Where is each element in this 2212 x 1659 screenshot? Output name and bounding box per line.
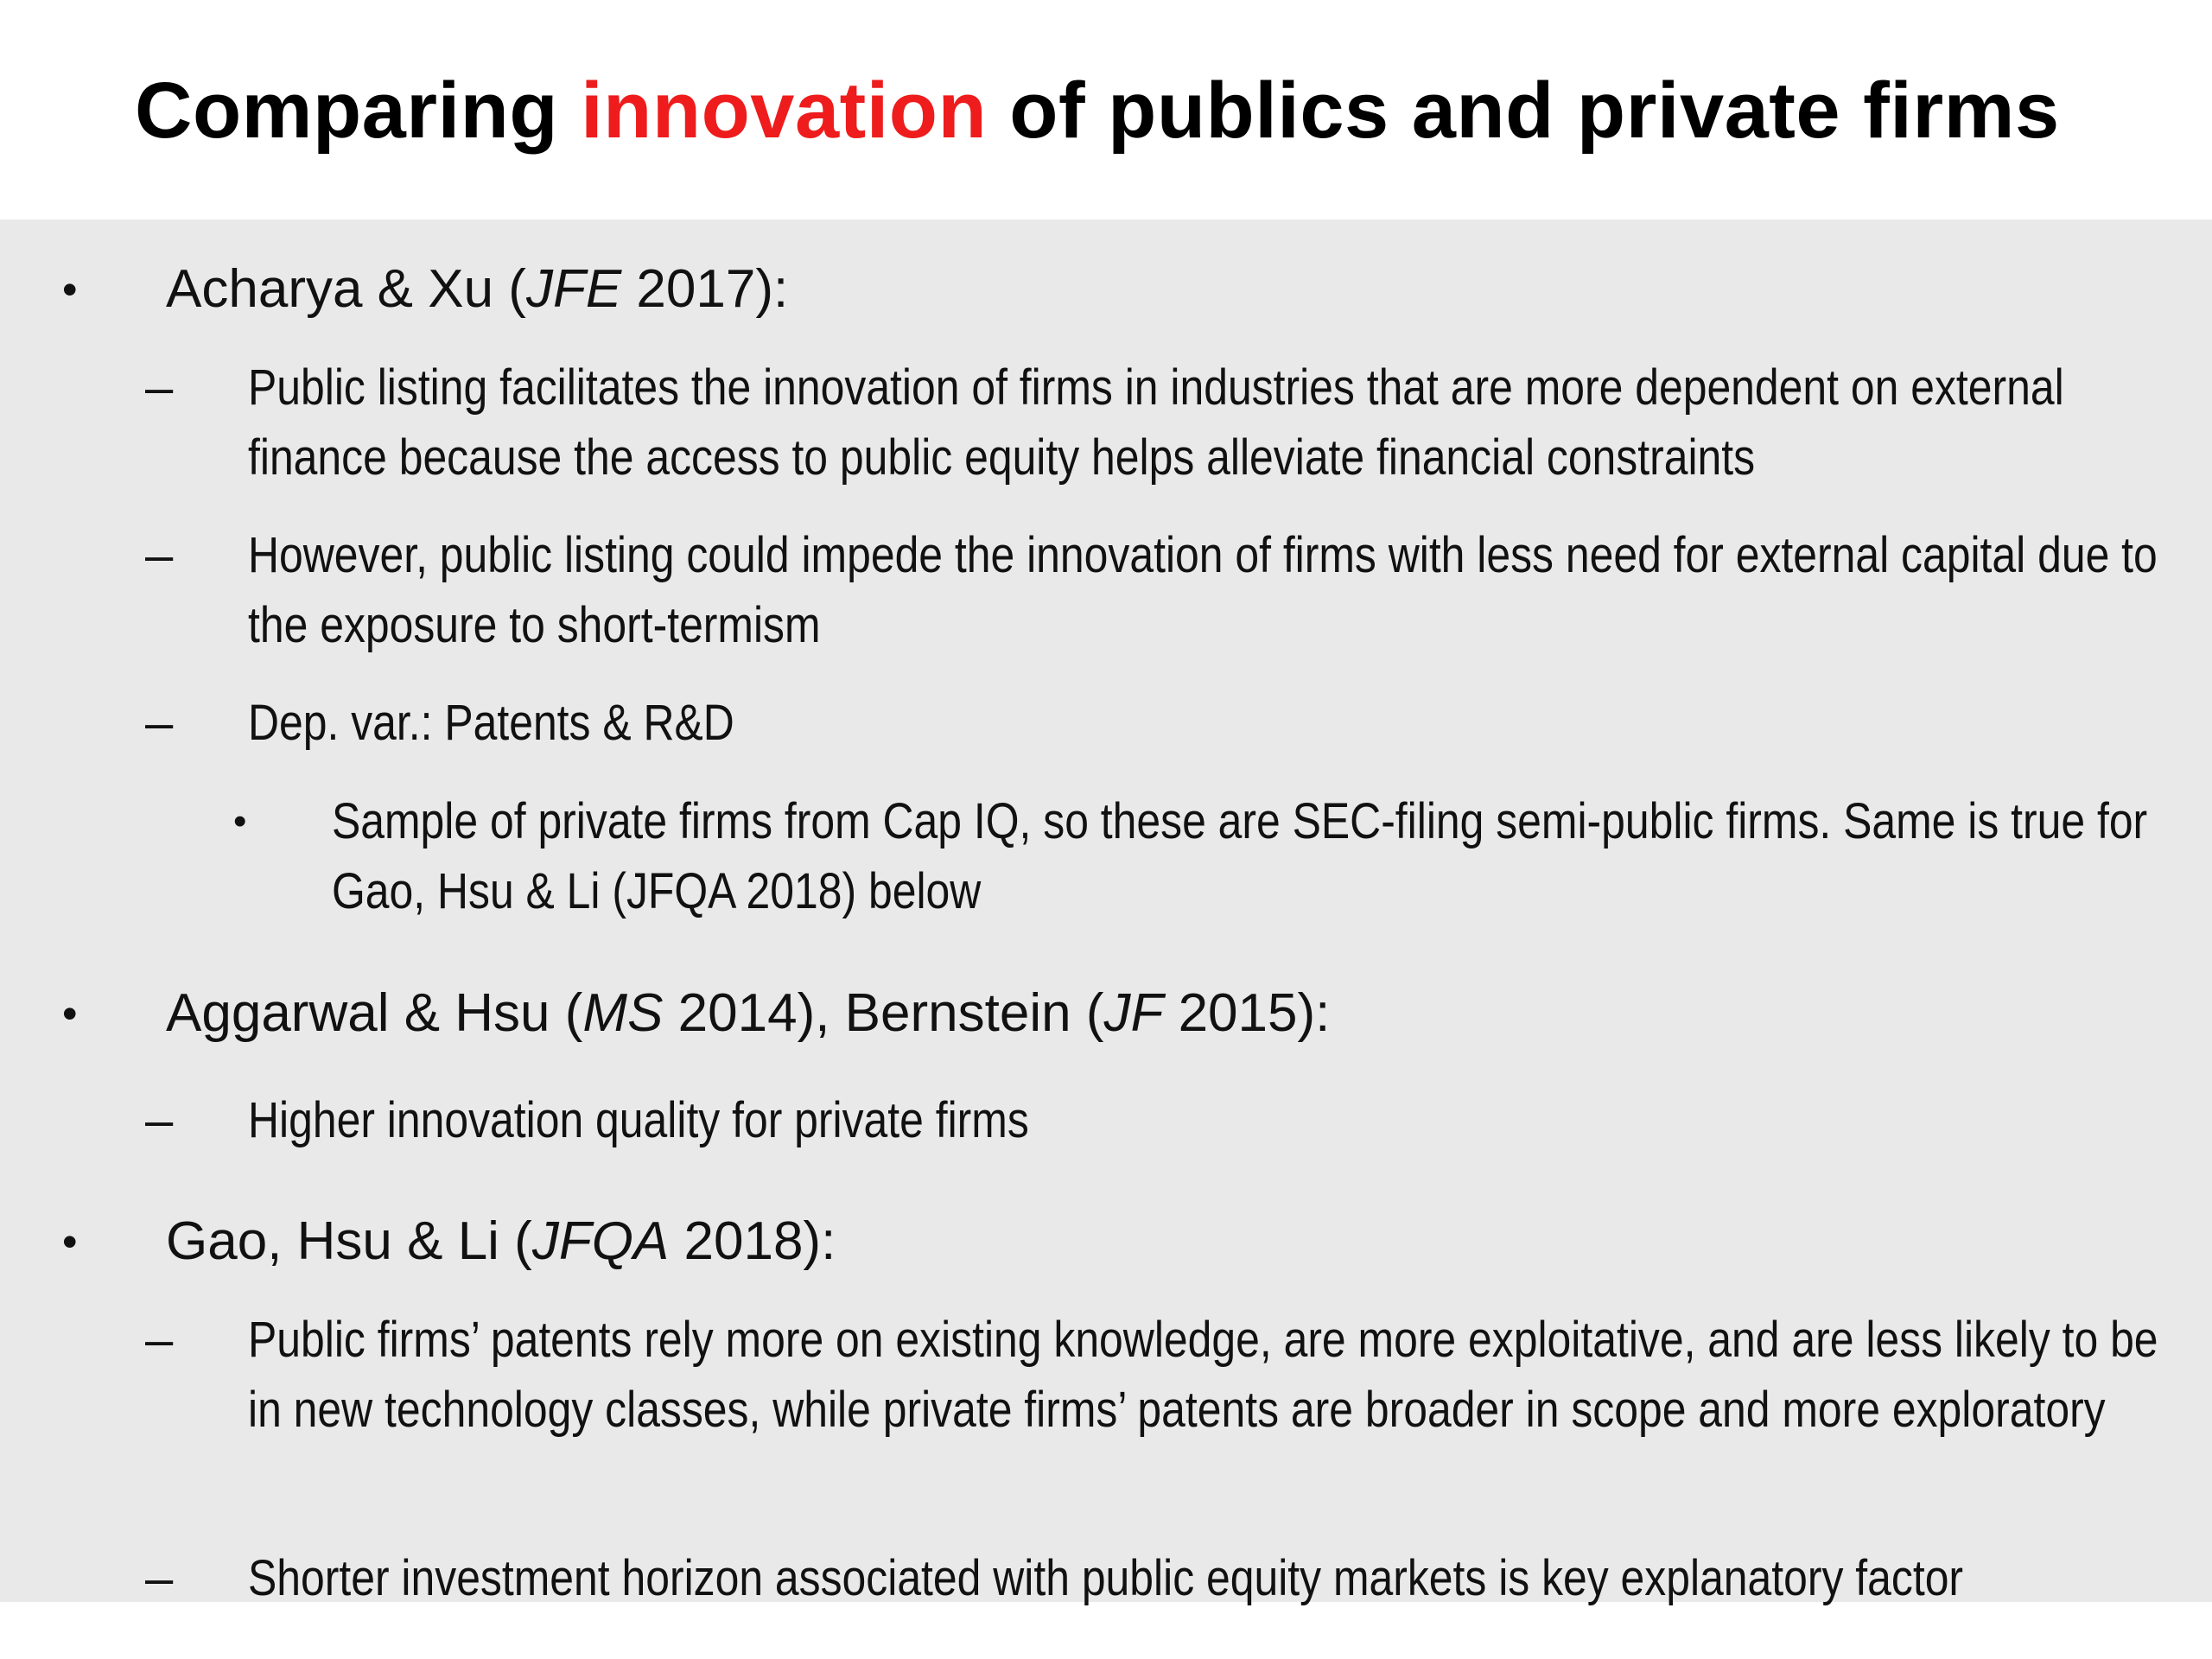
title-prefix: Comparing [135,67,582,155]
title-suffix: of publics and private firms [987,67,2060,155]
section-heading-gao-hsu-li [166,1206,836,1277]
sub-point [248,1085,2212,1155]
heading-authors: Gao, Hsu & Li ( [166,1211,532,1271]
heading-journal: MS [582,983,664,1043]
slide-title [135,59,2060,162]
heading-year: 2018): [669,1211,836,1271]
heading-authors: Acharya & Xu ( [166,259,526,319]
sub-point-text: Public firms’ patents rely more on existing knowledge, are more exploitative, and are less likely to be in new technology classes, while private firms’ patents are broader in scope and more exploratory [248,1312,2158,1438]
bullet-marker: • [62,989,78,1038]
bullet-marker: • [233,800,247,842]
sub-point [248,1543,2212,1613]
sub-point [248,353,2212,493]
nested-point-text: Sample of private firms from Cap IQ, so these are SEC-filing semi-public firms. Same is true for Gao, Hsu & Li (JFQA 2018) below [332,793,2148,919]
sub-point-text: Dep. var.: Patents & R&D [248,695,734,751]
heading-journal: JFE [525,259,622,319]
section-heading-acharya-xu [166,254,788,325]
sub-point [248,688,2212,758]
title-highlight: innovation [581,67,988,155]
heading-year: 2017): [621,259,789,319]
heading-authors: Aggarwal & Hsu ( [166,983,583,1043]
heading-authors: 2014), Bernstein ( [663,983,1104,1043]
sub-point-text: Public listing facilitates the innovation of firms in industries that are more dependent on external finance because the access to public equity helps alleviate financial constraints [248,359,2064,486]
section-heading-aggarwal-bernstein [166,978,1330,1049]
heading-journal: JF [1103,983,1164,1043]
dash-marker: – [145,527,174,583]
sub-point-text: Higher innovation quality for private firms [248,1092,1029,1148]
dash-marker: – [145,1550,174,1606]
dash-marker: – [145,359,174,416]
dash-marker: – [145,1312,174,1368]
dash-marker: – [145,1092,174,1148]
nested-point [332,786,2212,926]
content-area [0,219,2212,1606]
sub-point-text: However, public listing could impede the innovation of firms with less need for external capital due to the exposure to short-termism [248,527,2158,653]
sub-point-text: Shorter investment horizon associated with public equity markets is key explanatory factor [248,1550,1964,1606]
bullet-marker: • [62,265,78,314]
sub-point [248,520,2212,660]
bullet-marker: • [62,1217,78,1266]
title-bar [0,0,2212,219]
dash-marker: – [145,695,174,751]
heading-journal: JFQA [531,1211,670,1271]
heading-year: 2015): [1163,983,1331,1043]
sub-point [248,1305,2212,1445]
